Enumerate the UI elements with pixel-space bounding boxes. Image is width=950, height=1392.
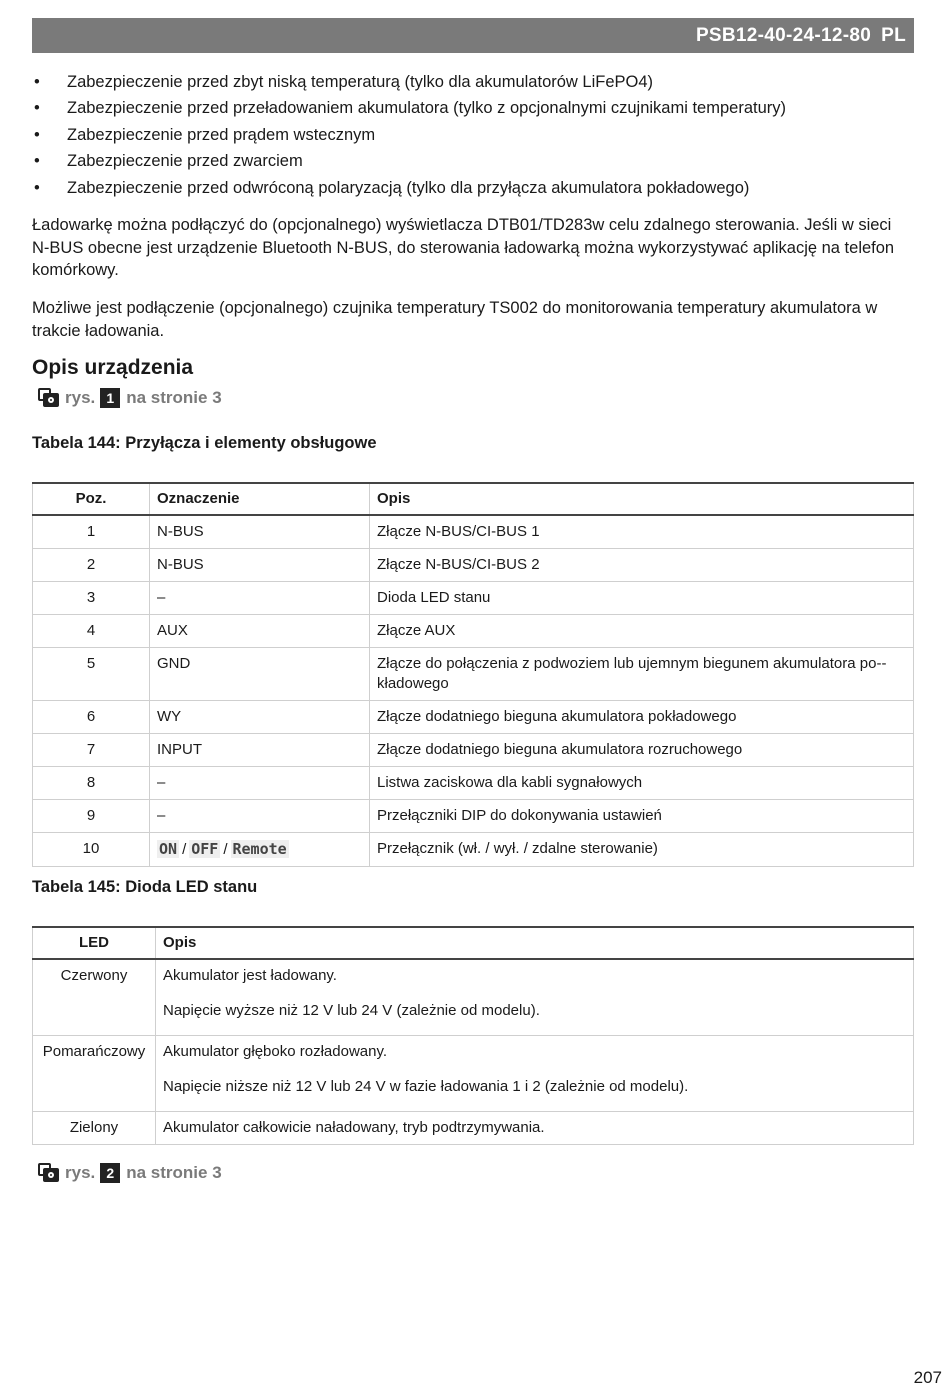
led-cell: Zielony: [33, 1112, 156, 1145]
label-cell: GND: [150, 648, 370, 701]
list-item: • Zabezpieczenie przed zbyt niską temperaturą (tylko dla akumulatorów LiFePO4): [32, 70, 922, 96]
label-cell: N-BUS: [150, 515, 370, 549]
table-row: [33, 648, 914, 701]
pos-cell: 10: [33, 833, 150, 867]
table-row: [33, 549, 914, 582]
desc-cell: Złącze AUX: [370, 615, 914, 648]
table-row: [33, 833, 914, 867]
table-row: [33, 959, 914, 1036]
table-row: [33, 1036, 914, 1112]
figure-reference-1[interactable]: [38, 386, 222, 410]
table-row: [33, 1112, 914, 1145]
desc-cell: Złącze N-BUS/CI-BUS 2: [370, 549, 914, 582]
table-header-row: [33, 927, 914, 959]
desc-cell: Złącze N-BUS/CI-BUS 1: [370, 515, 914, 549]
switch-remote-label: Remote: [232, 840, 287, 858]
list-item: • Zabezpieczenie przed zwarciem: [32, 149, 922, 175]
list-item: • Zabezpieczenie przed przeładowaniem akumulatora (tylko z opcjonalnymi czujnikami temperatury): [32, 96, 922, 122]
pos-cell: 5: [33, 648, 150, 701]
label-cell: N-BUS: [150, 549, 370, 582]
desc-cell: [156, 1036, 914, 1112]
table1-caption: Tabela 144: Przyłącza i elementy obsługowe: [32, 434, 377, 452]
pos-cell: 7: [33, 734, 150, 767]
ref-suffix: na stronie 3: [126, 1163, 222, 1182]
pos-cell: 2: [33, 549, 150, 582]
pos-cell: 6: [33, 701, 150, 734]
figure-number: 2: [100, 1163, 120, 1183]
paragraph-display: Ładowarkę można podłączyć do (opcjonalnego) wyświetlacza DTB01/TD283w celu zdalnego sterowania. Jeśli w sieci N-BUS obecne jest urządzenie Bluetooth N-BUS, do sterowania ładowarką można wykorzystywać aplikację na telefon komórkowy.: [32, 216, 895, 279]
bullet-list: [32, 70, 922, 202]
desc-cell: Złącze dodatniego bieguna akumulatora rozruchowego: [370, 734, 914, 767]
column-header: Opis: [156, 927, 914, 959]
table-row: [33, 800, 914, 833]
pos-cell: 4: [33, 615, 150, 648]
list-item: • Zabezpieczenie przed odwróconą polaryzacją (tylko dla przyłącza akumulatora pokładowego): [32, 176, 922, 202]
label-cell: WY: [150, 701, 370, 734]
table-row: [33, 734, 914, 767]
label-cell: INPUT: [150, 734, 370, 767]
table-row: [33, 767, 914, 800]
switch-on-label: ON: [159, 840, 178, 858]
figure-reference-2[interactable]: [38, 1161, 222, 1185]
label-cell: AUX: [150, 615, 370, 648]
desc-cell: [156, 959, 914, 1036]
pos-cell: 8: [33, 767, 150, 800]
separator: /: [223, 841, 228, 858]
desc-line: Napięcie wyższe niż 12 V lub 24 V (zależnie od modelu).: [163, 1002, 540, 1019]
desc-line: Napięcie niższe niż 12 V lub 24 V w fazie ładowania 1 i 2 (zależnie od modelu).: [163, 1078, 689, 1095]
page-number: 207: [913, 1368, 942, 1387]
desc-line: Akumulator głęboko rozładowany.: [163, 1043, 388, 1060]
column-header: Opis: [370, 483, 914, 515]
separator: /: [182, 841, 187, 858]
desc-cell: Złącze do połączenia z podwoziem lub ujemnym biegunem akumulatora po-kładowego: [370, 648, 914, 701]
led-cell: Czerwony: [33, 959, 156, 1036]
desc-cell: Przełączniki DIP do dokonywania ustawień: [370, 800, 914, 833]
label-cell: –: [150, 767, 370, 800]
pos-cell: 1: [33, 515, 150, 549]
table2-caption: Tabela 145: Dioda LED stanu: [32, 878, 258, 896]
desc-cell: Listwa zaciskowa dla kabli sygnałowych: [370, 767, 914, 800]
column-header: Oznaczenie: [150, 483, 370, 515]
table-row: [33, 515, 914, 549]
switch-off-label: OFF: [191, 840, 219, 858]
table-row: [33, 615, 914, 648]
desc-cell: Złącze dodatniego bieguna akumulatora pokładowego: [370, 701, 914, 734]
desc-line: Akumulator całkowicie naładowany, tryb podtrzymywania.: [163, 1119, 545, 1136]
pos-cell: 9: [33, 800, 150, 833]
table-header-row: [33, 483, 914, 515]
label-cell: –: [150, 582, 370, 615]
camera-icon: [38, 1163, 60, 1183]
table-row: [33, 701, 914, 734]
table-row: [33, 582, 914, 615]
desc-line: Akumulator jest ładowany.: [163, 967, 337, 984]
ref-prefix: rys.: [65, 388, 96, 407]
column-header: Poz.: [33, 483, 150, 515]
desc-cell: Dioda LED stanu: [370, 582, 914, 615]
desc-cell: [156, 1112, 914, 1145]
label-cell: [150, 833, 370, 867]
label-cell: –: [150, 800, 370, 833]
header-lang: PL: [881, 25, 906, 46]
header-title: PSB12-40-24-12-80: [695, 25, 872, 46]
pos-cell: 3: [33, 582, 150, 615]
figure-number: 1: [100, 388, 120, 408]
led-table: [32, 926, 914, 1145]
led-cell: Pomarańczowy: [33, 1036, 156, 1112]
list-item: • Zabezpieczenie przed prądem wstecznym: [32, 123, 922, 149]
column-header: LED: [33, 927, 156, 959]
desc-cell: Przełącznik (wł. / wył. / zdalne sterowanie): [370, 833, 914, 867]
paragraph-sensor: Możliwe jest podłączenie (opcjonalnego) czujnika temperatury TS002 do monitorowania temperatury akumulatora w trakcie ładowania.: [32, 299, 878, 340]
camera-icon: [38, 388, 60, 408]
ref-suffix: na stronie 3: [126, 388, 222, 407]
page-header: [32, 18, 914, 53]
connections-table: [32, 482, 914, 867]
section-title: Opis urządzenia: [32, 356, 194, 379]
ref-prefix: rys.: [65, 1163, 96, 1182]
